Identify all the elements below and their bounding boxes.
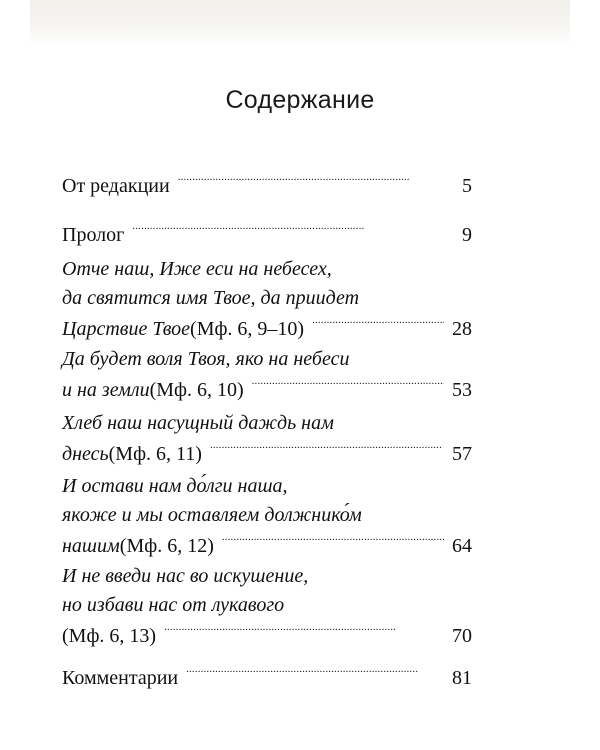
entry-title: Пролог [62,224,125,246]
entry-title-line: Да будет воля Твоя, яко на небеси [62,348,350,370]
page-number: 9 [462,224,472,246]
page-number: 57 [452,443,472,465]
toc-entry-daily-bread[interactable] [62,409,472,467]
entry-title-line: Отче наш, Иже еси на небесех, [62,258,332,280]
dot-leader [252,374,444,396]
entry-title-line: Хлеб наш насущный даждь нам [62,412,334,434]
toc-entry-editorial[interactable] [62,170,472,199]
page-number: 28 [452,318,472,340]
entry-reference: (Мф. 6, 11) [108,443,202,465]
entry-title-line: якоже и мы оставляем должнико́м [62,504,362,526]
entry-italic-title: нашим [62,535,120,557]
page-number: 81 [452,667,472,689]
entry-reference: (Мф. 6, 12) [119,535,214,557]
page-top-shadow [30,0,570,46]
dot-leader [132,219,446,241]
toc-entry-our-father[interactable] [62,255,472,342]
entry-title-line: И не введи нас во искушение, [62,565,309,587]
dot-leader [312,313,444,335]
page-number: 64 [452,535,472,557]
toc-entry-temptation[interactable] [62,562,472,649]
dot-leader [178,170,446,192]
dot-leader [164,620,444,642]
toc-entry-prologue[interactable] [62,219,472,248]
page-number: 53 [452,379,472,401]
entry-title-line: но избави нас от лукавого [62,594,285,616]
dot-leader [210,438,444,460]
toc-entry-comments[interactable] [62,662,472,691]
entry-title-line: И остави нам до́лги наша, [62,475,288,497]
page-number: 5 [462,175,472,197]
entry-title: От редакции [62,175,170,197]
entry-reference: (Мф. 6, 10) [149,379,244,401]
entry-italic-title: днесь [62,443,109,465]
entry-reference: (Мф. 6, 13) [62,625,157,647]
page-number: 70 [452,625,472,647]
entry-italic-title: Царствие Твое [62,318,191,340]
entry-title: Комментарии [62,667,179,689]
page-title: Содержание [225,86,375,114]
entry-italic-title: и на земли [62,379,150,401]
dot-leader [186,662,444,684]
toc-entry-forgive-debts[interactable] [62,472,472,559]
entry-title-line: да святится имя Твое, да приидет [62,287,360,309]
entry-reference: (Мф. 6, 9–10) [190,318,305,340]
toc-entry-thy-will[interactable] [62,345,472,403]
dot-leader [222,530,444,552]
